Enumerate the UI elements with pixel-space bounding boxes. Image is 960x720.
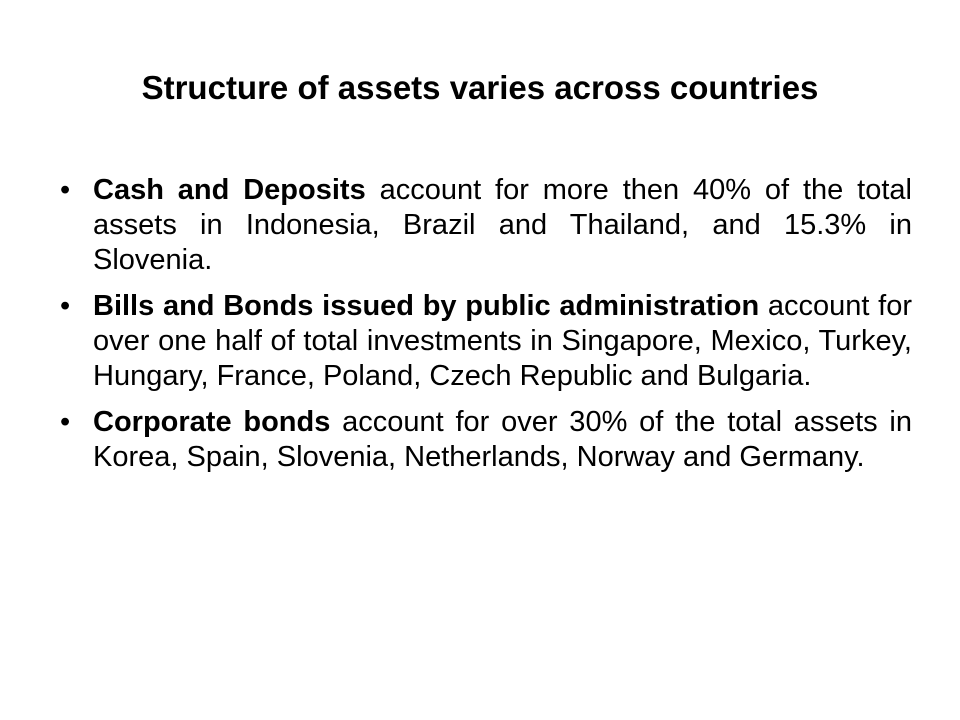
bullet-item-bills-bonds	[52, 289, 912, 394]
bullet-item-cash-deposits	[52, 173, 912, 278]
bullet-item-corporate-bonds	[52, 405, 912, 475]
bullet-body-text: account for over 30% of the total assets in Korea, Spain, Slovenia, Netherlands, Norway and Germany.	[93, 406, 912, 473]
bullet-body-text: account for more then 40% of the total assets in Indonesia, Brazil and Thailand, and 15.3% in Slovenia.	[93, 174, 912, 276]
bullet-lead-text: Corporate bonds	[93, 406, 331, 438]
bullet-marker: •	[60, 174, 71, 206]
bullet-marker: •	[60, 406, 71, 438]
bullet-list	[52, 173, 912, 486]
bullet-lead-text: Cash and Deposits	[93, 174, 366, 206]
slide-title: Structure of assets varies across countries	[141, 69, 819, 106]
bullet-marker: •	[60, 290, 71, 322]
bullet-lead-text: Bills and Bonds issued by public administration	[93, 290, 760, 322]
bullet-body-text: account for over one half of total investments in Singapore, Mexico, Turkey, Hungary, France, Poland, Czech Republic and Bulgaria.	[93, 290, 913, 392]
